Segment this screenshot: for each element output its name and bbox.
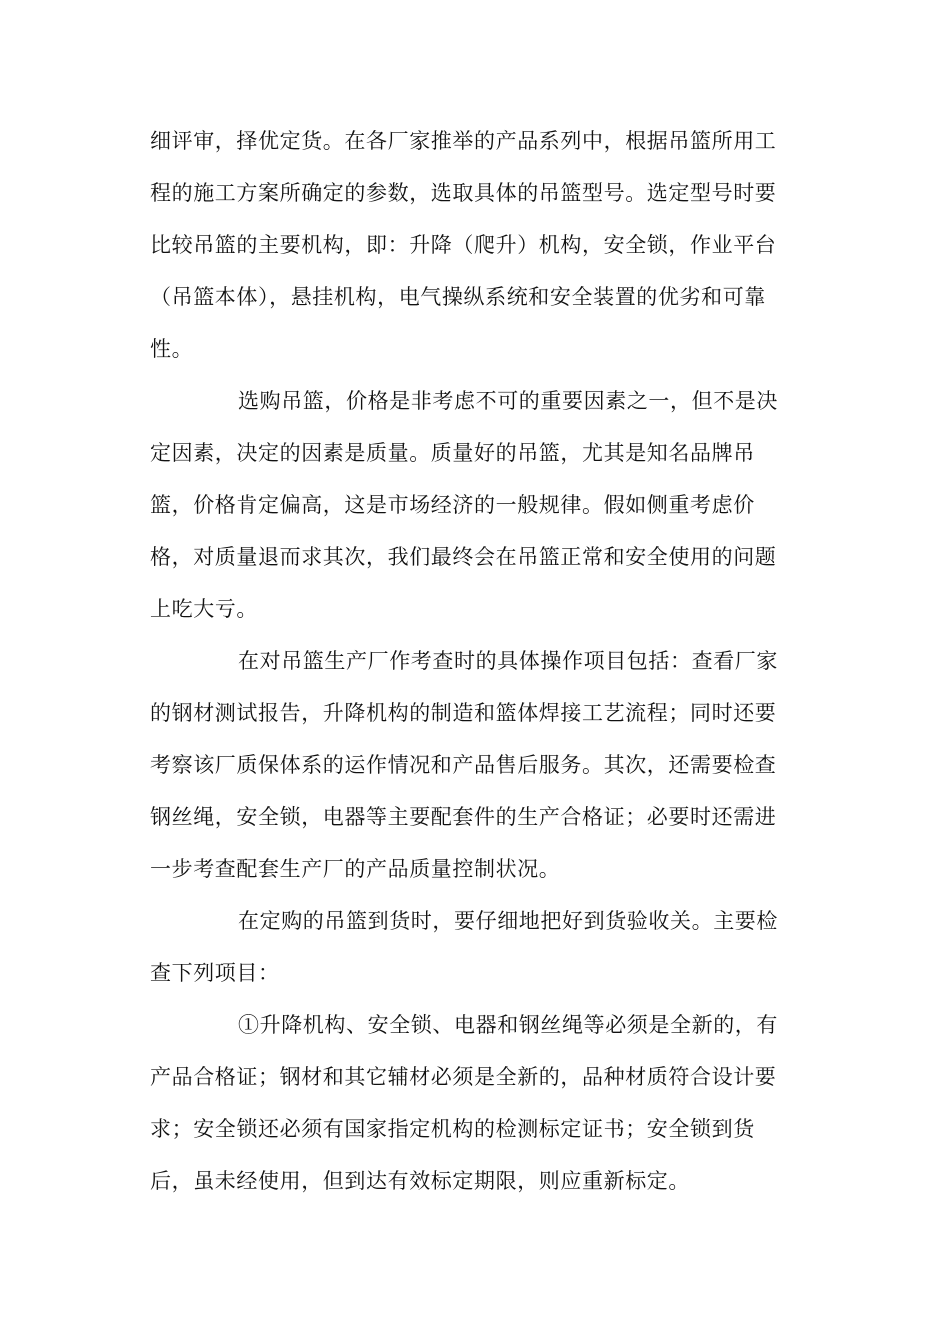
paragraph-4-line-2: 查下列项目： xyxy=(150,961,280,985)
paragraph-2-line-3: 篮，价格肯定偏高，这是市场经济的一般规律。假如侧重考虑价 xyxy=(150,493,755,517)
paragraph-5-line-3: 求；安全锁还必须有国家指定机构的检测标定证书；安全锁到货 xyxy=(150,1117,755,1141)
paragraph-5-line-1: ①升降机构、安全锁、电器和钢丝绳等必须是全新的，有 xyxy=(238,1013,778,1037)
paragraph-3-line-1: 在对吊篮生产厂作考查时的具体操作项目包括：查看厂家 xyxy=(238,649,778,673)
paragraph-1-line-2: 程的施工方案所确定的参数，选取具体的吊篮型号。选定型号时要 xyxy=(150,181,777,205)
paragraph-2-line-1: 选购吊篮，价格是非考虑不可的重要因素之一，但不是决 xyxy=(238,389,778,413)
paragraph-2-line-2: 定因素，决定的因素是质量。质量好的吊篮，尤其是知名品牌吊 xyxy=(150,441,755,465)
paragraph-1-line-4: （吊篮本体），悬挂机构，电气操纵系统和安全装置的优劣和可靠 xyxy=(150,285,766,309)
paragraph-3-line-3: 考察该厂质保体系的运作情况和产品售后服务。其次，还需要检查 xyxy=(150,753,777,777)
paragraph-2-line-4: 格，对质量退而求其次，我们最终会在吊篮正常和安全使用的问题 xyxy=(150,545,777,569)
paragraph-3-line-2: 的钢材测试报告，升降机构的制造和篮体焊接工艺流程；同时还要 xyxy=(150,701,777,725)
paragraph-1-line-1: 细评审，择优定货。在各厂家推举的产品系列中，根据吊篮所用工 xyxy=(150,129,777,153)
paragraph-1-line-5: 性。 xyxy=(150,337,194,361)
paragraph-1-line-3: 比较吊篮的主要机构，即：升降（爬升）机构，安全锁，作业平台 xyxy=(150,233,777,257)
paragraph-4-line-1: 在定购的吊篮到货时，要仔细地把好到货验收关。主要检 xyxy=(238,909,778,933)
paragraph-5-line-4: 后，虽未经使用，但到达有效标定期限，则应重新标定。 xyxy=(150,1169,690,1193)
paragraph-2-line-5: 上吃大亏。 xyxy=(150,597,258,621)
paragraph-5-line-2: 产品合格证；钢材和其它辅材必须是全新的，品种材质符合设计要 xyxy=(150,1065,777,1089)
paragraph-3-line-5: 一步考查配套生产厂的产品质量控制状况。 xyxy=(150,857,561,881)
paragraph-3-line-4: 钢丝绳，安全锁，电器等主要配套件的生产合格证；必要时还需进 xyxy=(150,805,777,829)
